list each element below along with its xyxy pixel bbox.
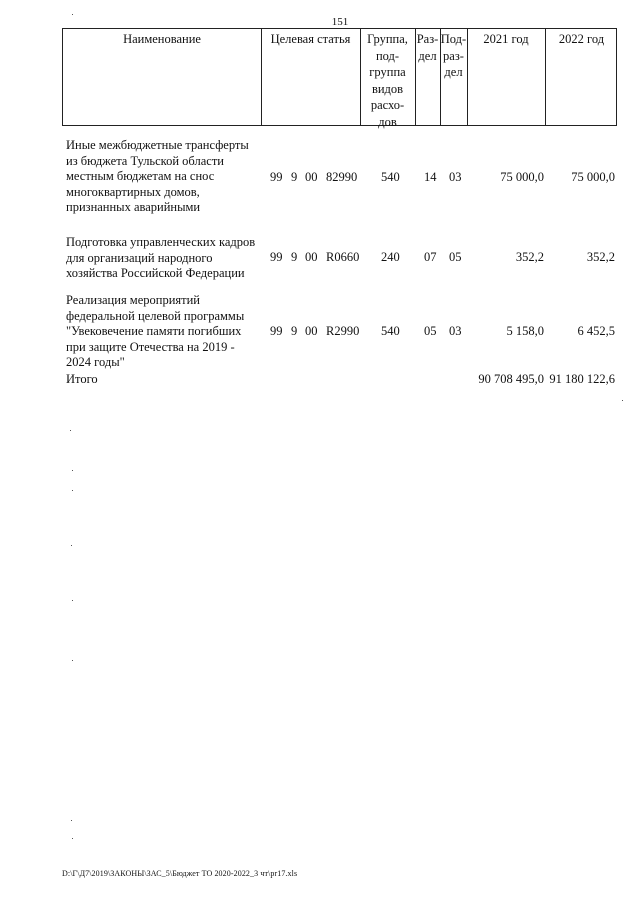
code-direction: R2990 xyxy=(326,324,360,338)
row-name-line: Подготовка управленческих кадров xyxy=(66,235,256,249)
row-name-line: федеральной целевой программы xyxy=(66,308,245,323)
row-name-line: при защите Отечества на 2019 - xyxy=(66,339,235,354)
header-target-article: Целевая статья xyxy=(270,32,351,46)
scan-speck xyxy=(622,400,623,401)
row-name-line: признанных аварийными xyxy=(66,200,201,214)
code-program: 99 xyxy=(270,324,283,338)
header-group-line: дов xyxy=(378,114,397,129)
header-group-line: видов xyxy=(371,81,404,96)
header-group xyxy=(360,31,415,130)
row-name-line: из бюджета Тульской области xyxy=(66,153,224,168)
row-name-line: хозяйства Российской Федерации xyxy=(66,266,245,280)
header-subsection-line: дел xyxy=(444,65,463,79)
code-main-activity: 00 xyxy=(305,324,318,338)
scan-speck xyxy=(72,490,73,491)
cell-2022: 75 000,0 xyxy=(571,170,615,184)
scan-speck xyxy=(72,14,73,15)
code-program: 99 xyxy=(270,250,283,264)
cell-2021: 352,2 xyxy=(515,250,544,264)
code-subprogram: 9 xyxy=(291,324,298,338)
total-2021: 90 708 495,0 xyxy=(478,372,544,386)
header-group-line: расхо- xyxy=(370,98,405,112)
table-header xyxy=(62,28,617,129)
scan-speck xyxy=(72,470,73,471)
code-subprogram: 9 xyxy=(291,250,298,264)
scan-speck xyxy=(70,430,71,431)
header-subsection xyxy=(440,31,467,81)
page-number: 151 xyxy=(331,16,349,28)
row-name xyxy=(66,138,266,216)
total-label: Итого xyxy=(66,372,98,386)
footer-file-path: D:\Г\Д7\2019\ЗАКОНЫ\ЗАС_5\Бюджет ТО 2020-2022_3 чт\pr17.xls xyxy=(62,869,298,878)
scan-speck xyxy=(72,600,73,601)
scan-speck xyxy=(71,545,72,546)
header-subsection-line: раз- xyxy=(443,48,464,63)
cell-subsection: 03 xyxy=(449,324,462,338)
code-direction: R0660 xyxy=(326,250,360,264)
total-2022: 91 180 122,6 xyxy=(549,372,615,386)
code-direction: 82990 xyxy=(326,170,358,184)
row-name-line: для организаций народного xyxy=(66,250,213,265)
cell-group: 540 xyxy=(381,324,400,338)
code-main-activity: 00 xyxy=(305,170,318,184)
row-name-line: Реализация мероприятий xyxy=(66,293,200,307)
row-name-line: многоквартирных домов, xyxy=(66,184,200,199)
row-name-line: местным бюджетам на снос xyxy=(66,169,215,183)
header-section-line: Раз- xyxy=(416,32,439,46)
cell-group: 240 xyxy=(381,250,400,264)
scan-speck xyxy=(72,838,73,839)
cell-subsection: 05 xyxy=(449,250,462,264)
cell-2022: 352,2 xyxy=(586,250,615,264)
cell-group: 540 xyxy=(381,170,400,184)
header-year-2022: 2022 год xyxy=(558,32,605,46)
code-main-activity: 00 xyxy=(305,250,318,264)
header-year-2021: 2021 год xyxy=(483,32,529,46)
cell-2022: 6 452,5 xyxy=(577,324,615,338)
header-subsection-line: Под- xyxy=(440,32,467,46)
row-name-line: "Увековечение памяти погибших xyxy=(66,324,242,338)
header-group-line: Группа, xyxy=(367,32,408,46)
cell-subsection: 03 xyxy=(449,170,462,184)
code-subprogram: 9 xyxy=(291,170,298,184)
header-section-line: дел xyxy=(418,48,437,63)
row-name-line: 2024 годы" xyxy=(66,355,125,369)
cell-2021: 75 000,0 xyxy=(500,170,544,184)
row-name xyxy=(66,293,266,371)
scan-speck xyxy=(71,820,72,821)
cell-section: 07 xyxy=(424,250,437,264)
cell-section: 14 xyxy=(424,170,437,184)
code-program: 99 xyxy=(270,170,283,184)
row-name-line: Иные межбюджетные трансферты xyxy=(66,138,249,152)
scan-speck xyxy=(72,660,73,661)
cell-2021: 5 158,0 xyxy=(506,324,544,338)
header-name: Наименование xyxy=(123,32,201,46)
header-group-line: под- xyxy=(375,48,400,63)
cell-section: 05 xyxy=(424,324,437,338)
header-group-line: группа xyxy=(369,65,406,79)
header-section xyxy=(415,31,440,64)
row-name xyxy=(66,235,266,282)
